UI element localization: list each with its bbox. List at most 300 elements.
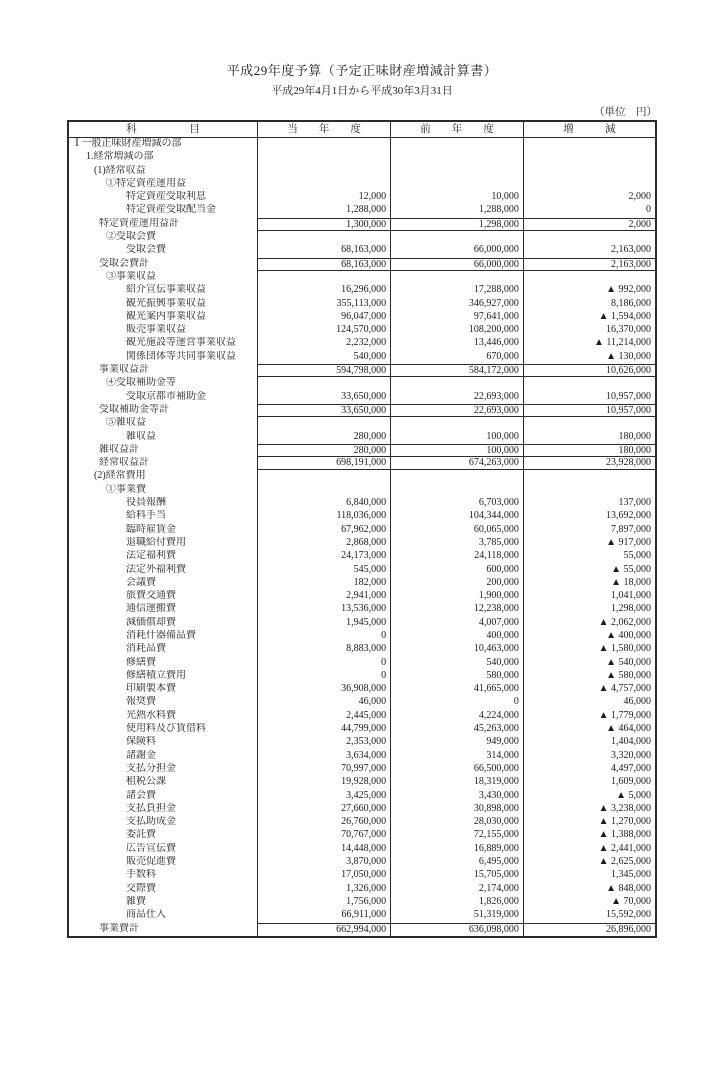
table-row — [69, 497, 655, 510]
table-row — [69, 896, 655, 909]
table-row — [69, 590, 655, 603]
change-value — [523, 417, 655, 430]
previous-year-value — [390, 417, 523, 430]
table-row — [69, 670, 655, 683]
row-label: 諸会費 — [126, 789, 156, 801]
current-year-value: 17,050,000 — [257, 869, 390, 882]
row-label: 減価償却費 — [126, 616, 176, 628]
change-value: 15,592,000 — [523, 909, 655, 922]
previous-year-value: 24,118,000 — [390, 550, 523, 563]
change-value: 13,692,000 — [523, 510, 655, 523]
previous-year-value — [390, 377, 523, 390]
table-row — [69, 710, 655, 723]
row-label: 受取京都市補助金 — [126, 390, 206, 402]
row-label: 報奨費 — [126, 696, 156, 708]
previous-year-value — [390, 231, 523, 244]
previous-year-value — [390, 178, 523, 191]
table-row — [69, 484, 655, 497]
row-label: 使用料及び賃借料 — [126, 723, 206, 735]
previous-year-value: 1,900,000 — [390, 590, 523, 603]
previous-year-value: 45,263,000 — [390, 723, 523, 736]
change-value: 55,000 — [523, 550, 655, 563]
current-year-value: 2,868,000 — [257, 537, 390, 550]
previous-year-value: 400,000 — [390, 630, 523, 643]
current-year-value: 1,326,000 — [257, 883, 390, 896]
current-year-value: 594,798,000 — [257, 364, 390, 377]
change-value: 10,626,000 — [523, 364, 655, 377]
row-label: 手数料 — [126, 869, 156, 881]
table-row — [69, 470, 655, 483]
previous-year-value: 72,155,000 — [390, 829, 523, 842]
current-year-value: 27,660,000 — [257, 803, 390, 816]
previous-year-value — [390, 151, 523, 164]
previous-year-value — [390, 165, 523, 178]
table-row — [69, 417, 655, 430]
current-year-value — [257, 231, 390, 244]
row-label: 退職給付費用 — [126, 536, 186, 548]
current-year-value: 46,000 — [257, 696, 390, 709]
current-year-value: 36,908,000 — [257, 683, 390, 696]
current-year-value: 66,911,000 — [257, 909, 390, 922]
table-row — [69, 657, 655, 670]
change-value: ▲ 400,000 — [523, 630, 655, 643]
table-row — [69, 683, 655, 696]
previous-year-value: 580,000 — [390, 670, 523, 683]
current-year-value: 2,353,000 — [257, 736, 390, 749]
previous-year-value: 600,000 — [390, 564, 523, 577]
previous-year-value: 17,288,000 — [390, 284, 523, 297]
current-year-value — [257, 165, 390, 178]
change-value — [523, 178, 655, 191]
change-value — [523, 271, 655, 284]
table-row — [69, 165, 655, 178]
table-row — [69, 550, 655, 563]
previous-year-value: 1,298,000 — [390, 218, 523, 231]
change-value — [523, 484, 655, 497]
document-title: 平成29年度予算（予定正味財産増減計算書） — [226, 63, 498, 78]
row-label: 消耗什器備品費 — [126, 629, 196, 641]
table-row — [69, 723, 655, 736]
change-value: 0 — [523, 204, 655, 217]
current-year-value: 6,840,000 — [257, 497, 390, 510]
page — [0, 60, 724, 938]
previous-year-value: 100,000 — [390, 444, 523, 457]
unit-label: （単位 円） — [594, 107, 657, 118]
current-year-value: 70,997,000 — [257, 763, 390, 776]
previous-year-value: 51,319,000 — [390, 909, 523, 922]
row-label: 委託費 — [126, 829, 156, 841]
table-row — [69, 763, 655, 776]
current-year-value: 0 — [257, 630, 390, 643]
current-year-value: 540,000 — [257, 351, 390, 364]
table-row — [69, 404, 655, 417]
previous-year-value: 346,927,000 — [390, 298, 523, 311]
current-year-value: 33,650,000 — [257, 404, 390, 417]
table-row — [69, 790, 655, 803]
previous-year-value: 6,495,000 — [390, 856, 523, 869]
change-value: 1,041,000 — [523, 590, 655, 603]
previous-year-value: 4,224,000 — [390, 710, 523, 723]
change-value — [523, 231, 655, 244]
table-row — [69, 736, 655, 749]
current-year-value: 16,296,000 — [257, 284, 390, 297]
row-label: 広告宣伝費 — [126, 842, 176, 854]
document-period: 平成29年4月1日から平成30年3月31日 — [271, 85, 453, 97]
row-label: 印刷製本費 — [126, 683, 176, 695]
table-row — [69, 204, 655, 217]
change-value: ▲ 540,000 — [523, 657, 655, 670]
current-year-value: 280,000 — [257, 431, 390, 444]
current-year-value: 3,870,000 — [257, 856, 390, 869]
current-year-value: 44,799,000 — [257, 723, 390, 736]
row-label: (2)経常費用 — [94, 470, 146, 482]
header-previous-year: 前 年 度 — [390, 122, 523, 137]
table-row — [69, 829, 655, 842]
current-year-value: 1,288,000 — [257, 204, 390, 217]
previous-year-value: 670,000 — [390, 351, 523, 364]
row-label: ②受取会費 — [106, 231, 156, 243]
current-year-value: 118,036,000 — [257, 510, 390, 523]
previous-year-value: 3,785,000 — [390, 537, 523, 550]
table-row — [69, 138, 655, 151]
current-year-value — [257, 470, 390, 483]
row-label: 諸謝金 — [126, 749, 156, 761]
row-label: 販売事業収益 — [126, 324, 186, 336]
row-label: ③事業収益 — [106, 270, 156, 282]
change-value: ▲ 1,779,000 — [523, 710, 655, 723]
table-row — [69, 324, 655, 337]
change-value: 1,609,000 — [523, 776, 655, 789]
current-year-value: 0 — [257, 657, 390, 670]
current-year-value — [257, 151, 390, 164]
table-row — [69, 444, 655, 457]
table-row — [69, 816, 655, 829]
current-year-value: 68,163,000 — [257, 244, 390, 257]
row-label: 消耗品費 — [126, 643, 166, 655]
current-year-value — [257, 271, 390, 284]
previous-year-value: 2,174,000 — [390, 883, 523, 896]
table-body — [69, 138, 655, 936]
table-row — [69, 883, 655, 896]
table-row — [69, 244, 655, 257]
row-label: 旅費交通費 — [126, 590, 176, 602]
header-change: 増 減 — [523, 122, 655, 137]
row-label: 雑収益計 — [99, 443, 139, 455]
table-row — [69, 643, 655, 656]
previous-year-value: 41,665,000 — [390, 683, 523, 696]
change-value — [523, 165, 655, 178]
table-row — [69, 364, 655, 377]
previous-year-value: 22,693,000 — [390, 391, 523, 404]
current-year-value: 2,941,000 — [257, 590, 390, 603]
change-value — [523, 470, 655, 483]
row-label: 雑費 — [126, 895, 146, 907]
row-label: 経常収益計 — [99, 457, 149, 469]
current-year-value — [257, 417, 390, 430]
previous-year-value — [390, 484, 523, 497]
previous-year-value: 12,238,000 — [390, 603, 523, 616]
row-label: 商品仕入 — [126, 909, 166, 921]
change-value: 2,000 — [523, 218, 655, 231]
table-row — [69, 617, 655, 630]
previous-year-value: 10,000 — [390, 191, 523, 204]
change-value: 10,957,000 — [523, 391, 655, 404]
previous-year-value: 4,007,000 — [390, 617, 523, 630]
current-year-value: 1,300,000 — [257, 218, 390, 231]
table-row — [69, 151, 655, 164]
current-year-value: 24,173,000 — [257, 550, 390, 563]
table-row — [69, 909, 655, 922]
current-year-value: 698,191,000 — [257, 457, 390, 470]
table-row — [69, 218, 655, 231]
previous-year-value: 15,705,000 — [390, 869, 523, 882]
current-year-value: 26,760,000 — [257, 816, 390, 829]
previous-year-value — [390, 138, 523, 151]
current-year-value: 355,113,000 — [257, 298, 390, 311]
row-label: 観光振興事業収益 — [126, 297, 206, 309]
row-label: 光熱水料費 — [126, 709, 176, 721]
row-label: 雑収益 — [126, 430, 156, 442]
row-label: 事業費計 — [99, 922, 139, 934]
previous-year-value: 0 — [390, 696, 523, 709]
row-label: 通信運搬費 — [126, 603, 176, 615]
change-value: ▲ 18,000 — [523, 577, 655, 590]
change-value: ▲ 1,580,000 — [523, 643, 655, 656]
row-label: 受取補助金等計 — [99, 403, 169, 415]
table-row — [69, 603, 655, 616]
table-row — [69, 524, 655, 537]
current-year-value: 67,962,000 — [257, 524, 390, 537]
row-label: 交際費 — [126, 882, 156, 894]
previous-year-value: 13,446,000 — [390, 337, 523, 350]
previous-year-value: 200,000 — [390, 577, 523, 590]
current-year-value: 8,883,000 — [257, 643, 390, 656]
previous-year-value: 97,641,000 — [390, 311, 523, 324]
change-value — [523, 151, 655, 164]
table-row — [69, 630, 655, 643]
previous-year-value: 100,000 — [390, 431, 523, 444]
change-value: 4,497,000 — [523, 763, 655, 776]
row-label: ①特定資産運用益 — [106, 177, 186, 189]
change-value: 1,298,000 — [523, 603, 655, 616]
change-value: ▲ 2,441,000 — [523, 843, 655, 856]
row-label: 特定資産運用益計 — [99, 217, 179, 229]
change-value: 46,000 — [523, 696, 655, 709]
change-value: 3,320,000 — [523, 750, 655, 763]
table-row — [69, 869, 655, 882]
change-value: ▲ 2,625,000 — [523, 856, 655, 869]
previous-year-value: 104,344,000 — [390, 510, 523, 523]
table-row — [69, 843, 655, 856]
previous-year-value: 16,889,000 — [390, 843, 523, 856]
previous-year-value: 6,703,000 — [390, 497, 523, 510]
row-label: 1.経常増減の部 — [86, 151, 154, 163]
header-item: 科 目 — [126, 124, 200, 135]
row-label: ⑤雑収益 — [106, 417, 146, 429]
change-value — [523, 377, 655, 390]
previous-year-value: 949,000 — [390, 736, 523, 749]
change-value: ▲ 917,000 — [523, 537, 655, 550]
row-label: 特定資産受取利息 — [126, 191, 206, 203]
table-row — [69, 457, 655, 470]
current-year-value: 3,634,000 — [257, 750, 390, 763]
change-value: 1,345,000 — [523, 869, 655, 882]
change-value: 26,896,000 — [523, 923, 655, 936]
previous-year-value: 3,430,000 — [390, 790, 523, 803]
row-label: (1)経常収益 — [94, 164, 146, 176]
change-value: ▲ 70,000 — [523, 896, 655, 909]
row-label: ④受取補助金等 — [106, 377, 176, 389]
previous-year-value: 60,065,000 — [390, 524, 523, 537]
current-year-value: 68,163,000 — [257, 258, 390, 271]
table-row — [69, 377, 655, 390]
current-year-value: 3,425,000 — [257, 790, 390, 803]
statement-sheet — [67, 104, 657, 938]
previous-year-value — [390, 470, 523, 483]
current-year-value: 2,445,000 — [257, 710, 390, 723]
table-row — [69, 271, 655, 284]
table-row — [69, 284, 655, 297]
change-value: ▲ 2,062,000 — [523, 617, 655, 630]
current-year-value: 545,000 — [257, 564, 390, 577]
previous-year-value: 674,263,000 — [390, 457, 523, 470]
table-row — [69, 564, 655, 577]
table-row — [69, 431, 655, 444]
row-label: 事業収益計 — [99, 364, 149, 376]
row-label: 臨時雇賃金 — [126, 523, 176, 535]
change-value: 137,000 — [523, 497, 655, 510]
row-label: 租税公課 — [126, 776, 166, 788]
table-row — [69, 923, 655, 936]
previous-year-value: 66,000,000 — [390, 258, 523, 271]
current-year-value: 662,994,000 — [257, 923, 390, 936]
change-value: 23,928,000 — [523, 457, 655, 470]
change-value: ▲ 1,270,000 — [523, 816, 655, 829]
change-value: ▲ 5,000 — [523, 790, 655, 803]
table-row — [69, 298, 655, 311]
row-label: 法定福利費 — [126, 550, 176, 562]
change-value: ▲ 848,000 — [523, 883, 655, 896]
current-year-value: 33,650,000 — [257, 391, 390, 404]
current-year-value: 70,767,000 — [257, 829, 390, 842]
previous-year-value: 1,826,000 — [390, 896, 523, 909]
row-label: 給料手当 — [126, 510, 166, 522]
current-year-value: 13,536,000 — [257, 603, 390, 616]
previous-year-value: 22,693,000 — [390, 404, 523, 417]
previous-year-value: 1,288,000 — [390, 204, 523, 217]
table-row — [69, 776, 655, 789]
current-year-value: 96,047,000 — [257, 311, 390, 324]
change-value: 7,897,000 — [523, 524, 655, 537]
previous-year-value: 636,098,000 — [390, 923, 523, 936]
current-year-value: 182,000 — [257, 577, 390, 590]
previous-year-value: 30,898,000 — [390, 803, 523, 816]
row-label: 会議費 — [126, 576, 156, 588]
change-value: ▲ 464,000 — [523, 723, 655, 736]
current-year-value: 2,232,000 — [257, 337, 390, 350]
row-label: 法定外福利費 — [126, 563, 186, 575]
change-value: 2,163,000 — [523, 258, 655, 271]
row-label: 観光施設等運営事業収益 — [126, 337, 236, 349]
row-label: 受取会費 — [126, 244, 166, 256]
row-label: 修繕積立費用 — [126, 669, 186, 681]
table-header-row — [69, 122, 655, 138]
table-row — [69, 337, 655, 350]
change-value: ▲ 130,000 — [523, 351, 655, 364]
previous-year-value: 66,000,000 — [390, 244, 523, 257]
row-label: 修繕費 — [126, 656, 156, 668]
current-year-value — [257, 377, 390, 390]
change-value: ▲ 580,000 — [523, 670, 655, 683]
change-value — [523, 138, 655, 151]
row-label: 保険料 — [126, 736, 156, 748]
table-row — [69, 231, 655, 244]
current-year-value: 14,448,000 — [257, 843, 390, 856]
change-value: 180,000 — [523, 431, 655, 444]
row-label: 販売促進費 — [126, 856, 176, 868]
change-value: 16,370,000 — [523, 324, 655, 337]
previous-year-value: 584,172,000 — [390, 364, 523, 377]
change-value: 10,957,000 — [523, 404, 655, 417]
table-row — [69, 856, 655, 869]
change-value: 2,000 — [523, 191, 655, 204]
previous-year-value: 108,200,000 — [390, 324, 523, 337]
previous-year-value: 18,319,000 — [390, 776, 523, 789]
table-row — [69, 178, 655, 191]
current-year-value: 1,756,000 — [257, 896, 390, 909]
table-row — [69, 258, 655, 271]
table-row — [69, 696, 655, 709]
row-label: 支払助成金 — [126, 816, 176, 828]
current-year-value: 124,570,000 — [257, 324, 390, 337]
row-label: 観光案内事業収益 — [126, 310, 206, 322]
table-row — [69, 391, 655, 404]
change-value: ▲ 11,214,000 — [523, 337, 655, 350]
current-year-value: 280,000 — [257, 444, 390, 457]
row-label: Ⅰ 一般正味財産増減の部 — [75, 138, 182, 149]
change-value: 1,404,000 — [523, 736, 655, 749]
change-value: 180,000 — [523, 444, 655, 457]
row-label: 支払分担金 — [126, 762, 176, 774]
previous-year-value — [390, 271, 523, 284]
row-label: 役員報酬 — [126, 497, 166, 509]
table-row — [69, 577, 655, 590]
header-current-year: 当 年 度 — [257, 122, 390, 137]
table-row — [69, 351, 655, 364]
current-year-value — [257, 484, 390, 497]
row-label: 関係団体等共同事業収益 — [126, 350, 236, 362]
table-row — [69, 311, 655, 324]
change-value: 2,163,000 — [523, 244, 655, 257]
change-value: 8,186,000 — [523, 298, 655, 311]
table-row — [69, 750, 655, 763]
previous-year-value: 540,000 — [390, 657, 523, 670]
change-value: ▲ 992,000 — [523, 284, 655, 297]
current-year-value — [257, 178, 390, 191]
table-row — [69, 510, 655, 523]
current-year-value: 19,928,000 — [257, 776, 390, 789]
change-value: ▲ 3,238,000 — [523, 803, 655, 816]
previous-year-value: 314,000 — [390, 750, 523, 763]
change-value: ▲ 55,000 — [523, 564, 655, 577]
current-year-value: 1,945,000 — [257, 617, 390, 630]
row-label: 支払負担金 — [126, 802, 176, 814]
change-value: ▲ 1,388,000 — [523, 829, 655, 842]
previous-year-value: 28,030,000 — [390, 816, 523, 829]
table-row — [69, 803, 655, 816]
budget-table — [67, 120, 657, 938]
previous-year-value: 66,500,000 — [390, 763, 523, 776]
